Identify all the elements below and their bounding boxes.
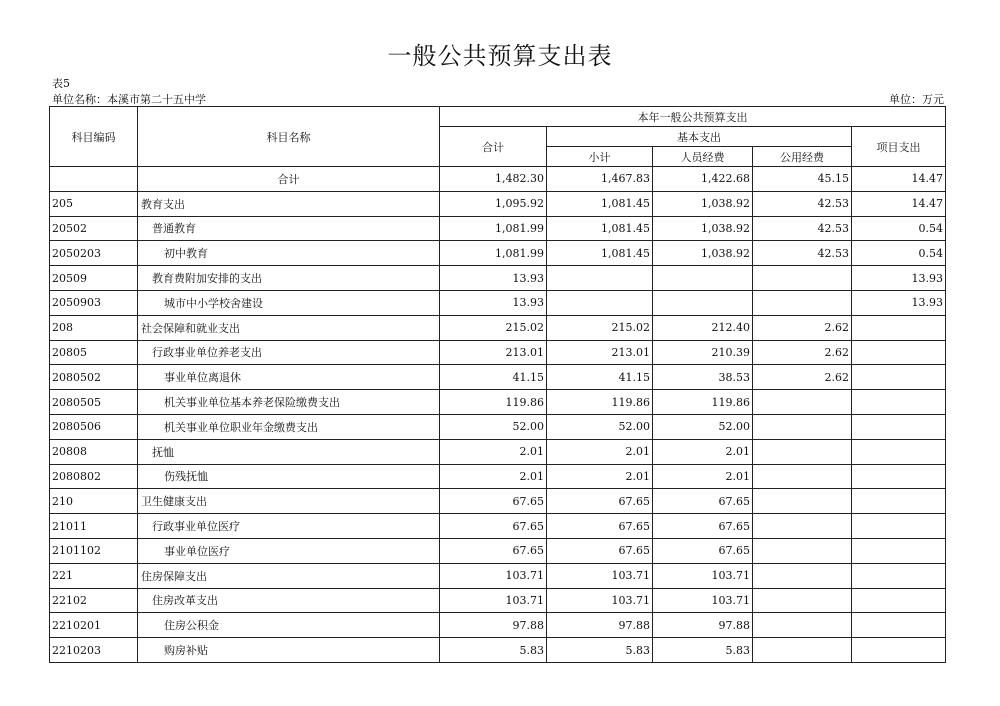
table-row — [50, 315, 946, 340]
personnel-cell: 97.88 — [653, 613, 753, 638]
public-cell — [753, 290, 852, 315]
personnel-cell: 67.65 — [653, 489, 753, 514]
subtotal-cell: 67.65 — [547, 489, 653, 514]
public-cell — [753, 538, 852, 563]
public-cell — [753, 563, 852, 588]
name-cell: 普通教育 — [138, 216, 440, 241]
project-cell — [852, 315, 946, 340]
public-cell — [753, 464, 852, 489]
name-cell: 城市中小学校舍建设 — [138, 290, 440, 315]
code-cell: 22102 — [50, 588, 138, 613]
public-cell — [753, 414, 852, 439]
subtotal-cell: 2.01 — [547, 464, 653, 489]
public-cell — [753, 588, 852, 613]
code-cell: 2210203 — [50, 638, 138, 663]
total-cell: 67.65 — [440, 489, 547, 514]
subtotal-cell: 1,081.45 — [547, 216, 653, 241]
personnel-cell: 2.01 — [653, 464, 753, 489]
table-row — [50, 464, 946, 489]
code-cell: 20509 — [50, 266, 138, 291]
name-cell: 事业单位离退休 — [138, 365, 440, 390]
total-cell: 2.01 — [440, 464, 547, 489]
total-cell: 1,482.30 — [440, 167, 547, 192]
total-cell: 103.71 — [440, 563, 547, 588]
project-cell — [852, 365, 946, 390]
total-cell: 52.00 — [440, 414, 547, 439]
total-cell: 103.71 — [440, 588, 547, 613]
code-cell: 2080505 — [50, 390, 138, 415]
personnel-cell: 67.65 — [653, 514, 753, 539]
public-cell — [753, 439, 852, 464]
total-cell: 1,095.92 — [440, 191, 547, 216]
code-cell: 20502 — [50, 216, 138, 241]
personnel-cell: 1,038.92 — [653, 216, 753, 241]
table-header — [50, 107, 946, 167]
public-cell: 42.53 — [753, 191, 852, 216]
code-cell: 21011 — [50, 514, 138, 539]
header-name: 科目名称 — [138, 107, 440, 167]
project-cell — [852, 588, 946, 613]
public-cell: 42.53 — [753, 216, 852, 241]
subtotal-cell: 67.65 — [547, 538, 653, 563]
name-cell: 抚恤 — [138, 439, 440, 464]
table-row — [50, 439, 946, 464]
project-cell: 14.47 — [852, 191, 946, 216]
project-cell — [852, 638, 946, 663]
code-cell: 20805 — [50, 340, 138, 365]
name-cell: 教育支出 — [138, 191, 440, 216]
public-cell: 42.53 — [753, 241, 852, 266]
table-row — [50, 390, 946, 415]
public-cell — [753, 489, 852, 514]
personnel-cell: 119.86 — [653, 390, 753, 415]
personnel-cell: 1,422.68 — [653, 167, 753, 192]
public-cell: 2.62 — [753, 315, 852, 340]
public-cell — [753, 638, 852, 663]
table-row — [50, 241, 946, 266]
subtotal-cell — [547, 290, 653, 315]
name-cell: 住房改革支出 — [138, 588, 440, 613]
project-cell — [852, 489, 946, 514]
personnel-cell: 67.65 — [653, 538, 753, 563]
code-cell: 2101102 — [50, 538, 138, 563]
table-row — [50, 290, 946, 315]
header-project: 项目支出 — [852, 127, 946, 167]
personnel-cell — [653, 290, 753, 315]
public-cell — [753, 390, 852, 415]
public-cell — [753, 613, 852, 638]
code-cell: 210 — [50, 489, 138, 514]
total-cell: 41.15 — [440, 365, 547, 390]
budget-table — [49, 106, 946, 663]
public-cell — [753, 514, 852, 539]
table-row — [50, 340, 946, 365]
header-code: 科目编码 — [50, 107, 138, 167]
code-cell: 208 — [50, 315, 138, 340]
table-row — [50, 613, 946, 638]
public-cell — [753, 266, 852, 291]
name-cell: 初中教育 — [138, 241, 440, 266]
subtotal-cell: 41.15 — [547, 365, 653, 390]
code-cell: 221 — [50, 563, 138, 588]
table-row — [50, 538, 946, 563]
name-cell: 住房保障支出 — [138, 563, 440, 588]
project-cell — [852, 340, 946, 365]
subtotal-cell: 52.00 — [547, 414, 653, 439]
total-cell: 2.01 — [440, 439, 547, 464]
code-cell: 2080502 — [50, 365, 138, 390]
table-number: 表5 — [52, 77, 70, 90]
name-cell: 社会保障和就业支出 — [138, 315, 440, 340]
table-row — [50, 414, 946, 439]
total-row — [50, 167, 946, 192]
name-cell: 购房补贴 — [138, 638, 440, 663]
code-cell: 2080506 — [50, 414, 138, 439]
header-personnel: 人员经费 — [653, 147, 753, 167]
personnel-cell: 2.01 — [653, 439, 753, 464]
total-cell: 1,081.99 — [440, 241, 547, 266]
subtotal-cell: 215.02 — [547, 315, 653, 340]
project-cell — [852, 514, 946, 539]
name-cell: 合计 — [138, 167, 440, 192]
project-cell: 13.93 — [852, 266, 946, 291]
personnel-cell: 52.00 — [653, 414, 753, 439]
public-cell: 45.15 — [753, 167, 852, 192]
project-cell — [852, 563, 946, 588]
personnel-cell: 38.53 — [653, 365, 753, 390]
project-cell: 13.93 — [852, 290, 946, 315]
total-cell: 13.93 — [440, 290, 547, 315]
project-cell: 0.54 — [852, 216, 946, 241]
subtotal-cell: 1,081.45 — [547, 241, 653, 266]
personnel-cell: 103.71 — [653, 588, 753, 613]
table-row — [50, 216, 946, 241]
unit-label: 单位：万元 — [889, 93, 944, 106]
table-row — [50, 638, 946, 663]
header-group: 本年一般公共预算支出 — [440, 107, 946, 127]
code-cell: 2050903 — [50, 290, 138, 315]
unit-name-label: 单位名称：本溪市第二十五中学 — [52, 93, 206, 106]
name-cell: 卫生健康支出 — [138, 489, 440, 514]
total-cell: 215.02 — [440, 315, 547, 340]
subtotal-cell: 5.83 — [547, 638, 653, 663]
table-row — [50, 514, 946, 539]
name-cell: 伤残抚恤 — [138, 464, 440, 489]
code-cell: 2050203 — [50, 241, 138, 266]
header-public: 公用经费 — [753, 147, 852, 167]
subtotal-cell: 103.71 — [547, 588, 653, 613]
table-row — [50, 563, 946, 588]
subtotal-cell: 2.01 — [547, 439, 653, 464]
subtotal-cell: 97.88 — [547, 613, 653, 638]
total-cell: 213.01 — [440, 340, 547, 365]
table-row — [50, 365, 946, 390]
table-body — [50, 167, 946, 663]
table-row — [50, 191, 946, 216]
project-cell: 14.47 — [852, 167, 946, 192]
personnel-cell: 212.40 — [653, 315, 753, 340]
subtotal-cell — [547, 266, 653, 291]
personnel-cell — [653, 266, 753, 291]
personnel-cell: 103.71 — [653, 563, 753, 588]
subtotal-cell: 103.71 — [547, 563, 653, 588]
project-cell — [852, 439, 946, 464]
table-row — [50, 266, 946, 291]
personnel-cell: 1,038.92 — [653, 241, 753, 266]
table-row — [50, 588, 946, 613]
name-cell: 行政事业单位养老支出 — [138, 340, 440, 365]
project-cell — [852, 390, 946, 415]
public-cell: 2.62 — [753, 365, 852, 390]
subtotal-cell: 67.65 — [547, 514, 653, 539]
table-row — [50, 489, 946, 514]
name-cell: 教育费附加安排的支出 — [138, 266, 440, 291]
code-cell: 20808 — [50, 439, 138, 464]
project-cell: 0.54 — [852, 241, 946, 266]
header-total: 合计 — [440, 127, 547, 167]
project-cell — [852, 414, 946, 439]
total-cell: 13.93 — [440, 266, 547, 291]
code-cell: 205 — [50, 191, 138, 216]
personnel-cell: 5.83 — [653, 638, 753, 663]
code-cell: 2080802 — [50, 464, 138, 489]
subtotal-cell: 213.01 — [547, 340, 653, 365]
personnel-cell: 1,038.92 — [653, 191, 753, 216]
project-cell — [852, 613, 946, 638]
project-cell — [852, 538, 946, 563]
code-cell: 2210201 — [50, 613, 138, 638]
subtotal-cell: 1,081.45 — [547, 191, 653, 216]
subtotal-cell: 119.86 — [547, 390, 653, 415]
code-cell — [50, 167, 138, 192]
header-basic: 基本支出 — [547, 127, 852, 147]
public-cell: 2.62 — [753, 340, 852, 365]
project-cell — [852, 464, 946, 489]
name-cell: 机关事业单位职业年金缴费支出 — [138, 414, 440, 439]
total-cell: 5.83 — [440, 638, 547, 663]
name-cell: 机关事业单位基本养老保险缴费支出 — [138, 390, 440, 415]
header-subtotal: 小计 — [547, 147, 653, 167]
name-cell: 事业单位医疗 — [138, 538, 440, 563]
total-cell: 67.65 — [440, 514, 547, 539]
total-cell: 67.65 — [440, 538, 547, 563]
page-title: 一般公共预算支出表 — [387, 42, 613, 70]
total-cell: 97.88 — [440, 613, 547, 638]
name-cell: 住房公积金 — [138, 613, 440, 638]
total-cell: 1,081.99 — [440, 216, 547, 241]
total-cell: 119.86 — [440, 390, 547, 415]
personnel-cell: 210.39 — [653, 340, 753, 365]
name-cell: 行政事业单位医疗 — [138, 514, 440, 539]
subtotal-cell: 1,467.83 — [547, 167, 653, 192]
